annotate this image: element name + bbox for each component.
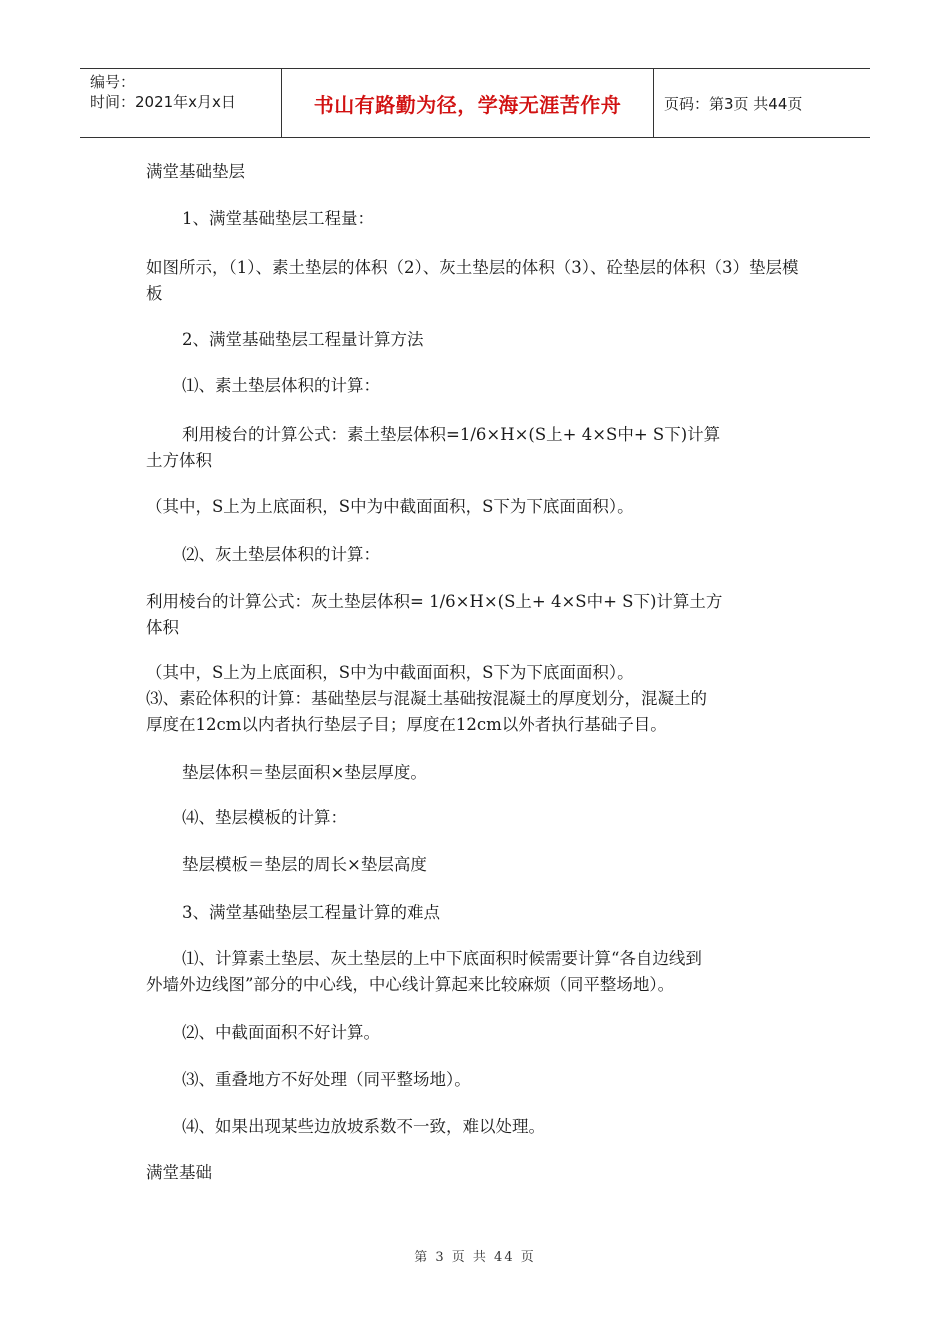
formula-line-continued: 土方体积: [146, 451, 212, 470]
paragraph: 如图所示，（1）、素土垫层的体积（2）、灰土垫层的体积（3）、砼垫层的体积（3）垫层模板: [146, 258, 799, 303]
header-meta-cell: [80, 69, 282, 137]
section-heading: 满堂基础: [146, 1163, 212, 1182]
page-header: [80, 68, 870, 138]
formula-line: 利用棱台的计算公式：素土垫层体积=1/6×H×(S上+ 4×S中+ S下)计算: [182, 425, 721, 444]
list-item-continued: 外墙外边线图”部分的中心线，中心线计算起来比较麻烦（同平整场地）。: [146, 975, 675, 994]
header-motto-cell: [282, 69, 654, 137]
list-item: ⑴、计算素土垫层、灰土垫层的上中下底面积时候需要计算“各自边线到: [182, 949, 702, 968]
formula-line-continued: 体积: [146, 618, 179, 637]
formula-line: 垫层体积＝垫层面积×垫层厚度。: [182, 763, 427, 782]
paragraph: （其中，S上为上底面积，S中为中截面面积，S下为下底面面积）。: [146, 497, 634, 516]
paragraph: （其中，S上为上底面积，S中为中截面面积，S下为下底面面积）。: [146, 663, 634, 682]
formula-line: 垫层模板＝垫层的周长×垫层高度: [182, 855, 427, 874]
paragraph: ⑶、素砼体积的计算：基础垫层与混凝土基础按混凝土的厚度划分，混凝土的: [146, 689, 707, 708]
document-number-label: 编号：: [90, 73, 136, 91]
section-heading: 满堂基础垫层: [146, 162, 245, 181]
subsection-heading: 3、满堂基础垫层工程量计算的难点: [182, 903, 440, 922]
header-page-cell: [654, 69, 870, 137]
subsection-heading: 2、满堂基础垫层工程量计算方法: [182, 330, 424, 349]
formula-line: 利用棱台的计算公式：灰土垫层体积= 1/6×H×(S上+ 4×S中+ S下)计算土方: [146, 592, 723, 611]
list-item: ⑴、素土垫层体积的计算：: [182, 376, 380, 395]
subsection-heading: 1、满堂基础垫层工程量：: [182, 209, 374, 228]
list-item: ⑶、重叠地方不好处理（同平整场地）。: [182, 1070, 471, 1089]
header-motto: 书山有路勤为径，学海无涯苦作舟: [313, 92, 622, 117]
paragraph-continued: 厚度在12cm以内者执行垫层子目；厚度在12cm以外者执行基础子目。: [146, 715, 667, 734]
list-item: ⑷、如果出现某些边放坡系数不一致，难以处理。: [182, 1117, 545, 1136]
list-item: ⑵、灰土垫层体积的计算：: [182, 545, 380, 564]
header-page-number: 页码：第3页 共44页: [664, 94, 803, 113]
list-item: ⑷、垫层模板的计算：: [182, 808, 347, 827]
page-footer: 第 3 页 共 44 页: [414, 1250, 536, 1265]
list-item: ⑵、中截面面积不好计算。: [182, 1023, 380, 1042]
document-date-label: 时间：2021年x月x日: [90, 93, 236, 111]
